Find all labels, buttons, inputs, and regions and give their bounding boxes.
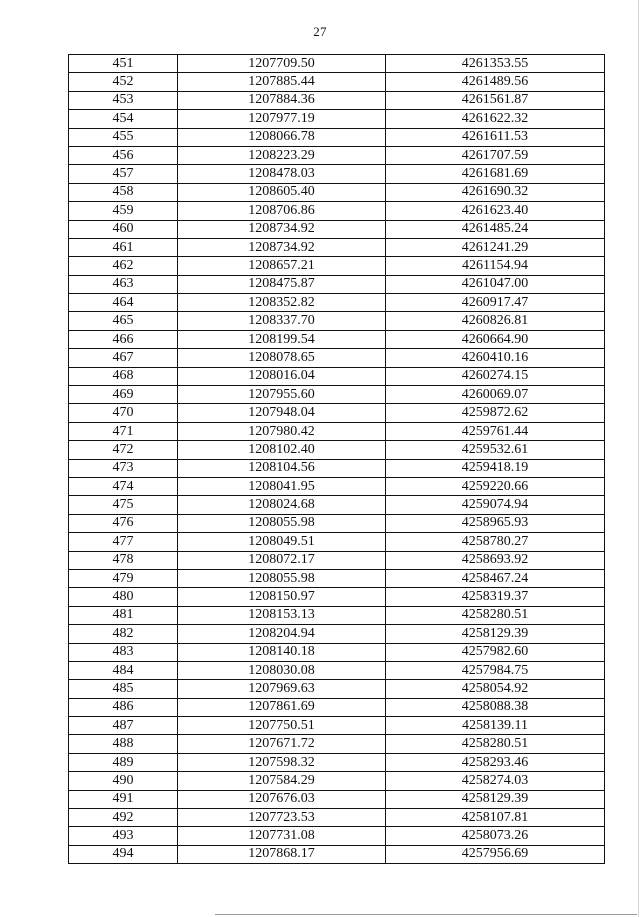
y-coordinate-cell: 4258129.39 <box>386 625 605 643</box>
x-coordinate-cell: 1207948.04 <box>178 404 386 422</box>
point-number-cell: 454 <box>69 110 178 128</box>
y-coordinate-cell: 4258965.93 <box>386 514 605 532</box>
x-coordinate-cell: 1207671.72 <box>178 735 386 753</box>
y-coordinate-cell: 4258274.03 <box>386 772 605 790</box>
point-number-cell: 474 <box>69 477 178 495</box>
table-row <box>69 643 605 661</box>
table-row <box>69 146 605 164</box>
point-number-cell: 475 <box>69 496 178 514</box>
y-coordinate-cell: 4261707.59 <box>386 146 605 164</box>
coordinates-table <box>68 54 605 864</box>
point-number-cell: 462 <box>69 257 178 275</box>
table-row <box>69 698 605 716</box>
table-row <box>69 533 605 551</box>
point-number-cell: 459 <box>69 202 178 220</box>
x-coordinate-cell: 1208104.56 <box>178 459 386 477</box>
table-row <box>69 514 605 532</box>
point-number-cell: 485 <box>69 680 178 698</box>
x-coordinate-cell: 1208204.94 <box>178 625 386 643</box>
table-row <box>69 477 605 495</box>
x-coordinate-cell: 1208706.86 <box>178 202 386 220</box>
table-row <box>69 73 605 91</box>
y-coordinate-cell: 4259532.61 <box>386 441 605 459</box>
y-coordinate-cell: 4258139.11 <box>386 717 605 735</box>
x-coordinate-cell: 1208041.95 <box>178 477 386 495</box>
x-coordinate-cell: 1207885.44 <box>178 73 386 91</box>
x-coordinate-cell: 1208016.04 <box>178 367 386 385</box>
point-number-cell: 494 <box>69 845 178 863</box>
y-coordinate-cell: 4261611.53 <box>386 128 605 146</box>
y-coordinate-cell: 4261353.55 <box>386 55 605 73</box>
x-coordinate-cell: 1208223.29 <box>178 146 386 164</box>
table-row <box>69 551 605 569</box>
y-coordinate-cell: 4258107.81 <box>386 809 605 827</box>
y-coordinate-cell: 4258129.39 <box>386 790 605 808</box>
x-coordinate-cell: 1208102.40 <box>178 441 386 459</box>
table-row <box>69 404 605 422</box>
coordinates-table-body <box>69 55 605 864</box>
point-number-cell: 461 <box>69 238 178 256</box>
y-coordinate-cell: 4258467.24 <box>386 569 605 587</box>
y-coordinate-cell: 4260274.15 <box>386 367 605 385</box>
table-row <box>69 238 605 256</box>
table-row <box>69 680 605 698</box>
point-number-cell: 493 <box>69 827 178 845</box>
point-number-cell: 483 <box>69 643 178 661</box>
table-row <box>69 735 605 753</box>
y-coordinate-cell: 4259220.66 <box>386 477 605 495</box>
point-number-cell: 479 <box>69 569 178 587</box>
x-coordinate-cell: 1207731.08 <box>178 827 386 845</box>
table-row <box>69 367 605 385</box>
x-coordinate-cell: 1208140.18 <box>178 643 386 661</box>
point-number-cell: 464 <box>69 294 178 312</box>
point-number-cell: 473 <box>69 459 178 477</box>
point-number-cell: 457 <box>69 165 178 183</box>
y-coordinate-cell: 4258780.27 <box>386 533 605 551</box>
x-coordinate-cell: 1208072.17 <box>178 551 386 569</box>
point-number-cell: 456 <box>69 146 178 164</box>
x-coordinate-cell: 1207955.60 <box>178 386 386 404</box>
y-coordinate-cell: 4258054.92 <box>386 680 605 698</box>
x-coordinate-cell: 1207977.19 <box>178 110 386 128</box>
table-row <box>69 312 605 330</box>
page-number: 27 <box>313 24 327 39</box>
y-coordinate-cell: 4261623.40 <box>386 202 605 220</box>
y-coordinate-cell: 4261047.00 <box>386 275 605 293</box>
x-coordinate-cell: 1207861.69 <box>178 698 386 716</box>
point-number-cell: 491 <box>69 790 178 808</box>
x-coordinate-cell: 1208049.51 <box>178 533 386 551</box>
scan-edge-line <box>215 914 637 915</box>
table-row <box>69 845 605 863</box>
table-row <box>69 257 605 275</box>
x-coordinate-cell: 1207709.50 <box>178 55 386 73</box>
table-row <box>69 441 605 459</box>
x-coordinate-cell: 1207598.32 <box>178 753 386 771</box>
x-coordinate-cell: 1208199.54 <box>178 330 386 348</box>
table-row <box>69 202 605 220</box>
y-coordinate-cell: 4261485.24 <box>386 220 605 238</box>
y-coordinate-cell: 4258293.46 <box>386 753 605 771</box>
y-coordinate-cell: 4260917.47 <box>386 294 605 312</box>
table-row <box>69 128 605 146</box>
y-coordinate-cell: 4259074.94 <box>386 496 605 514</box>
x-coordinate-cell: 1208478.03 <box>178 165 386 183</box>
y-coordinate-cell: 4258073.26 <box>386 827 605 845</box>
x-coordinate-cell: 1207723.53 <box>178 809 386 827</box>
point-number-cell: 460 <box>69 220 178 238</box>
table-row <box>69 386 605 404</box>
table-row <box>69 753 605 771</box>
y-coordinate-cell: 4259418.19 <box>386 459 605 477</box>
point-number-cell: 472 <box>69 441 178 459</box>
y-coordinate-cell: 4259761.44 <box>386 422 605 440</box>
x-coordinate-cell: 1208734.92 <box>178 238 386 256</box>
point-number-cell: 484 <box>69 661 178 679</box>
x-coordinate-cell: 1207884.36 <box>178 91 386 109</box>
x-coordinate-cell: 1208024.68 <box>178 496 386 514</box>
table-row <box>69 790 605 808</box>
point-number-cell: 488 <box>69 735 178 753</box>
x-coordinate-cell: 1208078.65 <box>178 349 386 367</box>
y-coordinate-cell: 4258280.51 <box>386 606 605 624</box>
table-row <box>69 55 605 73</box>
x-coordinate-cell: 1207980.42 <box>178 422 386 440</box>
point-number-cell: 482 <box>69 625 178 643</box>
x-coordinate-cell: 1207868.17 <box>178 845 386 863</box>
point-number-cell: 486 <box>69 698 178 716</box>
y-coordinate-cell: 4261690.32 <box>386 183 605 201</box>
table-row <box>69 625 605 643</box>
table-row <box>69 588 605 606</box>
x-coordinate-cell: 1208055.98 <box>178 569 386 587</box>
point-number-cell: 492 <box>69 809 178 827</box>
x-coordinate-cell: 1207969.63 <box>178 680 386 698</box>
point-number-cell: 478 <box>69 551 178 569</box>
point-number-cell: 451 <box>69 55 178 73</box>
table-row <box>69 661 605 679</box>
y-coordinate-cell: 4260826.81 <box>386 312 605 330</box>
table-row <box>69 220 605 238</box>
table-row <box>69 569 605 587</box>
point-number-cell: 468 <box>69 367 178 385</box>
y-coordinate-cell: 4258088.38 <box>386 698 605 716</box>
y-coordinate-cell: 4261681.69 <box>386 165 605 183</box>
y-coordinate-cell: 4261241.29 <box>386 238 605 256</box>
table-row <box>69 422 605 440</box>
y-coordinate-cell: 4259872.62 <box>386 404 605 422</box>
table-row <box>69 91 605 109</box>
point-number-cell: 471 <box>69 422 178 440</box>
y-coordinate-cell: 4260069.07 <box>386 386 605 404</box>
x-coordinate-cell: 1208605.40 <box>178 183 386 201</box>
x-coordinate-cell: 1207584.29 <box>178 772 386 790</box>
x-coordinate-cell: 1208030.08 <box>178 661 386 679</box>
y-coordinate-cell: 4258280.51 <box>386 735 605 753</box>
table-row <box>69 349 605 367</box>
x-coordinate-cell: 1208475.87 <box>178 275 386 293</box>
x-coordinate-cell: 1208337.70 <box>178 312 386 330</box>
point-number-cell: 470 <box>69 404 178 422</box>
x-coordinate-cell: 1208055.98 <box>178 514 386 532</box>
x-coordinate-cell: 1208352.82 <box>178 294 386 312</box>
point-number-cell: 466 <box>69 330 178 348</box>
table-row <box>69 183 605 201</box>
table-row <box>69 606 605 624</box>
y-coordinate-cell: 4261154.94 <box>386 257 605 275</box>
point-number-cell: 481 <box>69 606 178 624</box>
point-number-cell: 467 <box>69 349 178 367</box>
table-row <box>69 827 605 845</box>
point-number-cell: 463 <box>69 275 178 293</box>
x-coordinate-cell: 1207676.03 <box>178 790 386 808</box>
table-row <box>69 717 605 735</box>
table-row <box>69 459 605 477</box>
y-coordinate-cell: 4261622.32 <box>386 110 605 128</box>
scan-edge-line <box>638 0 639 917</box>
point-number-cell: 452 <box>69 73 178 91</box>
table-row <box>69 772 605 790</box>
x-coordinate-cell: 1207750.51 <box>178 717 386 735</box>
table-row <box>69 110 605 128</box>
point-number-cell: 490 <box>69 772 178 790</box>
point-number-cell: 455 <box>69 128 178 146</box>
y-coordinate-cell: 4260410.16 <box>386 349 605 367</box>
point-number-cell: 487 <box>69 717 178 735</box>
y-coordinate-cell: 4260664.90 <box>386 330 605 348</box>
y-coordinate-cell: 4261561.87 <box>386 91 605 109</box>
x-coordinate-cell: 1208657.21 <box>178 257 386 275</box>
point-number-cell: 476 <box>69 514 178 532</box>
table-row <box>69 165 605 183</box>
x-coordinate-cell: 1208153.13 <box>178 606 386 624</box>
table-row <box>69 294 605 312</box>
point-number-cell: 465 <box>69 312 178 330</box>
point-number-cell: 489 <box>69 753 178 771</box>
y-coordinate-cell: 4257956.69 <box>386 845 605 863</box>
point-number-cell: 458 <box>69 183 178 201</box>
table-row <box>69 330 605 348</box>
x-coordinate-cell: 1208150.97 <box>178 588 386 606</box>
point-number-cell: 453 <box>69 91 178 109</box>
table-row <box>69 496 605 514</box>
table-row <box>69 275 605 293</box>
point-number-cell: 469 <box>69 386 178 404</box>
table-row <box>69 809 605 827</box>
point-number-cell: 480 <box>69 588 178 606</box>
x-coordinate-cell: 1208734.92 <box>178 220 386 238</box>
y-coordinate-cell: 4258693.92 <box>386 551 605 569</box>
y-coordinate-cell: 4257984.75 <box>386 661 605 679</box>
x-coordinate-cell: 1208066.78 <box>178 128 386 146</box>
y-coordinate-cell: 4258319.37 <box>386 588 605 606</box>
y-coordinate-cell: 4257982.60 <box>386 643 605 661</box>
y-coordinate-cell: 4261489.56 <box>386 73 605 91</box>
point-number-cell: 477 <box>69 533 178 551</box>
